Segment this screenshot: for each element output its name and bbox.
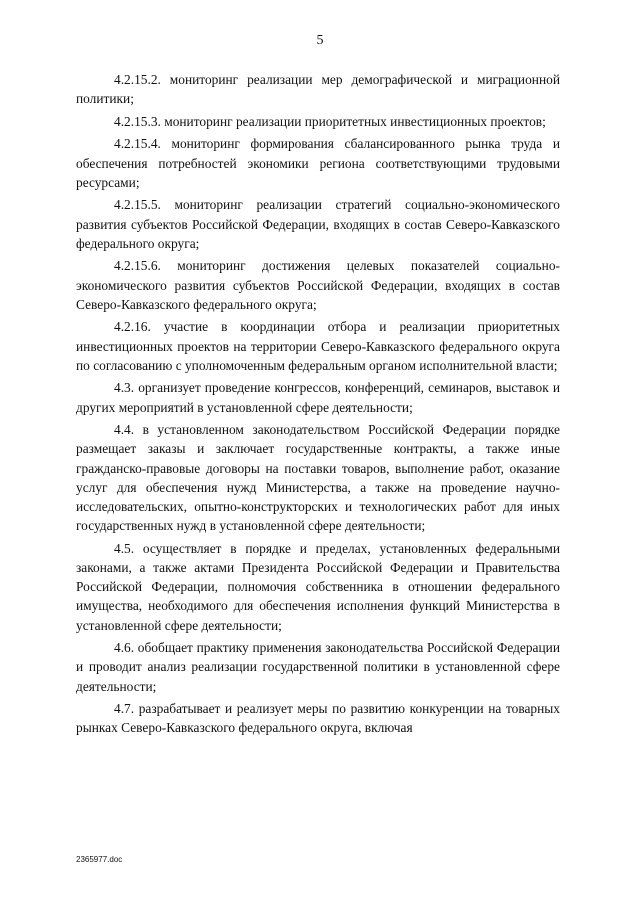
paragraph-4-2-15-2: 4.2.15.2. мониторинг реализации мер демографической и миграционной политики; [76, 72, 560, 107]
paragraph-4-6: 4.6. обобщает практику применения законодательства Российской Федерации и проводит анализ реализации государственной политики в установленной сфере деятельности; [76, 640, 560, 694]
paragraph-4-2-15-3: 4.2.15.3. мониторинг реализации приоритетных инвестиционных проектов; [114, 113, 546, 129]
paragraph-4-3: 4.3. организует проведение конгрессов, конференций, семинаров, выставок и других мероприятий в установленной сфере деятельности; [76, 380, 560, 415]
paragraph-4-2-15-5: 4.2.15.5. мониторинг реализации стратегий социально-экономического развития субъектов Российской Федерации, входящих в состав Северо-Кавказского федерального округа; [76, 197, 560, 251]
paragraph-4-2-15-4: 4.2.15.4. мониторинг формирования сбалансированного рынка труда и обеспечения потребностей экономики региона соответствующими трудовыми ресурсами; [76, 136, 560, 190]
paragraph-4-7: 4.7. разрабатывает и реализует меры по развитию конкуренции на товарных рынках Северо-Кавказского федерального округа, включая [76, 701, 560, 736]
document-body [76, 70, 560, 741]
paragraph-4-2-15-6: 4.2.15.6. мониторинг достижения целевых показателей социально-экономического развития субъектов Российской Федерации, входящих в состав Северо-Кавказского федерального округа; [76, 258, 560, 312]
page-number: 5 [316, 33, 324, 48]
paragraph-4-2-16: 4.2.16. участие в координации отбора и реализации приоритетных инвестиционных проектов на территории Северо-Кавказского федерального округа по согласованию с уполномоченным федеральным органом исполнительной власти; [76, 319, 560, 373]
paragraph-4-4: 4.4. в установленном законодательством Российской Федерации порядке размещает заказы и заключает государственные контракты, а также иные гражданско-правовые договоры на поставки товаров, выполнение работ, оказание услуг для обеспечения нужд Министерства, а также на проведение научно-исследовательских, опытно-конструкторских и технологических работ для иных государственных нужд в установленной сфере деятельности; [76, 422, 560, 534]
paragraph-4-5: 4.5. осуществляет в порядке и пределах, установленных федеральными законами, а также актами Президента Российской Федерации и Правительства Российской Федерации, полномочия собственника в отношении федерального имущества, необходимого для обеспечения исполнения функций Министерства в установленной сфере деятельности; [76, 540, 560, 633]
file-name-footer: 2365977.doc [76, 855, 123, 864]
